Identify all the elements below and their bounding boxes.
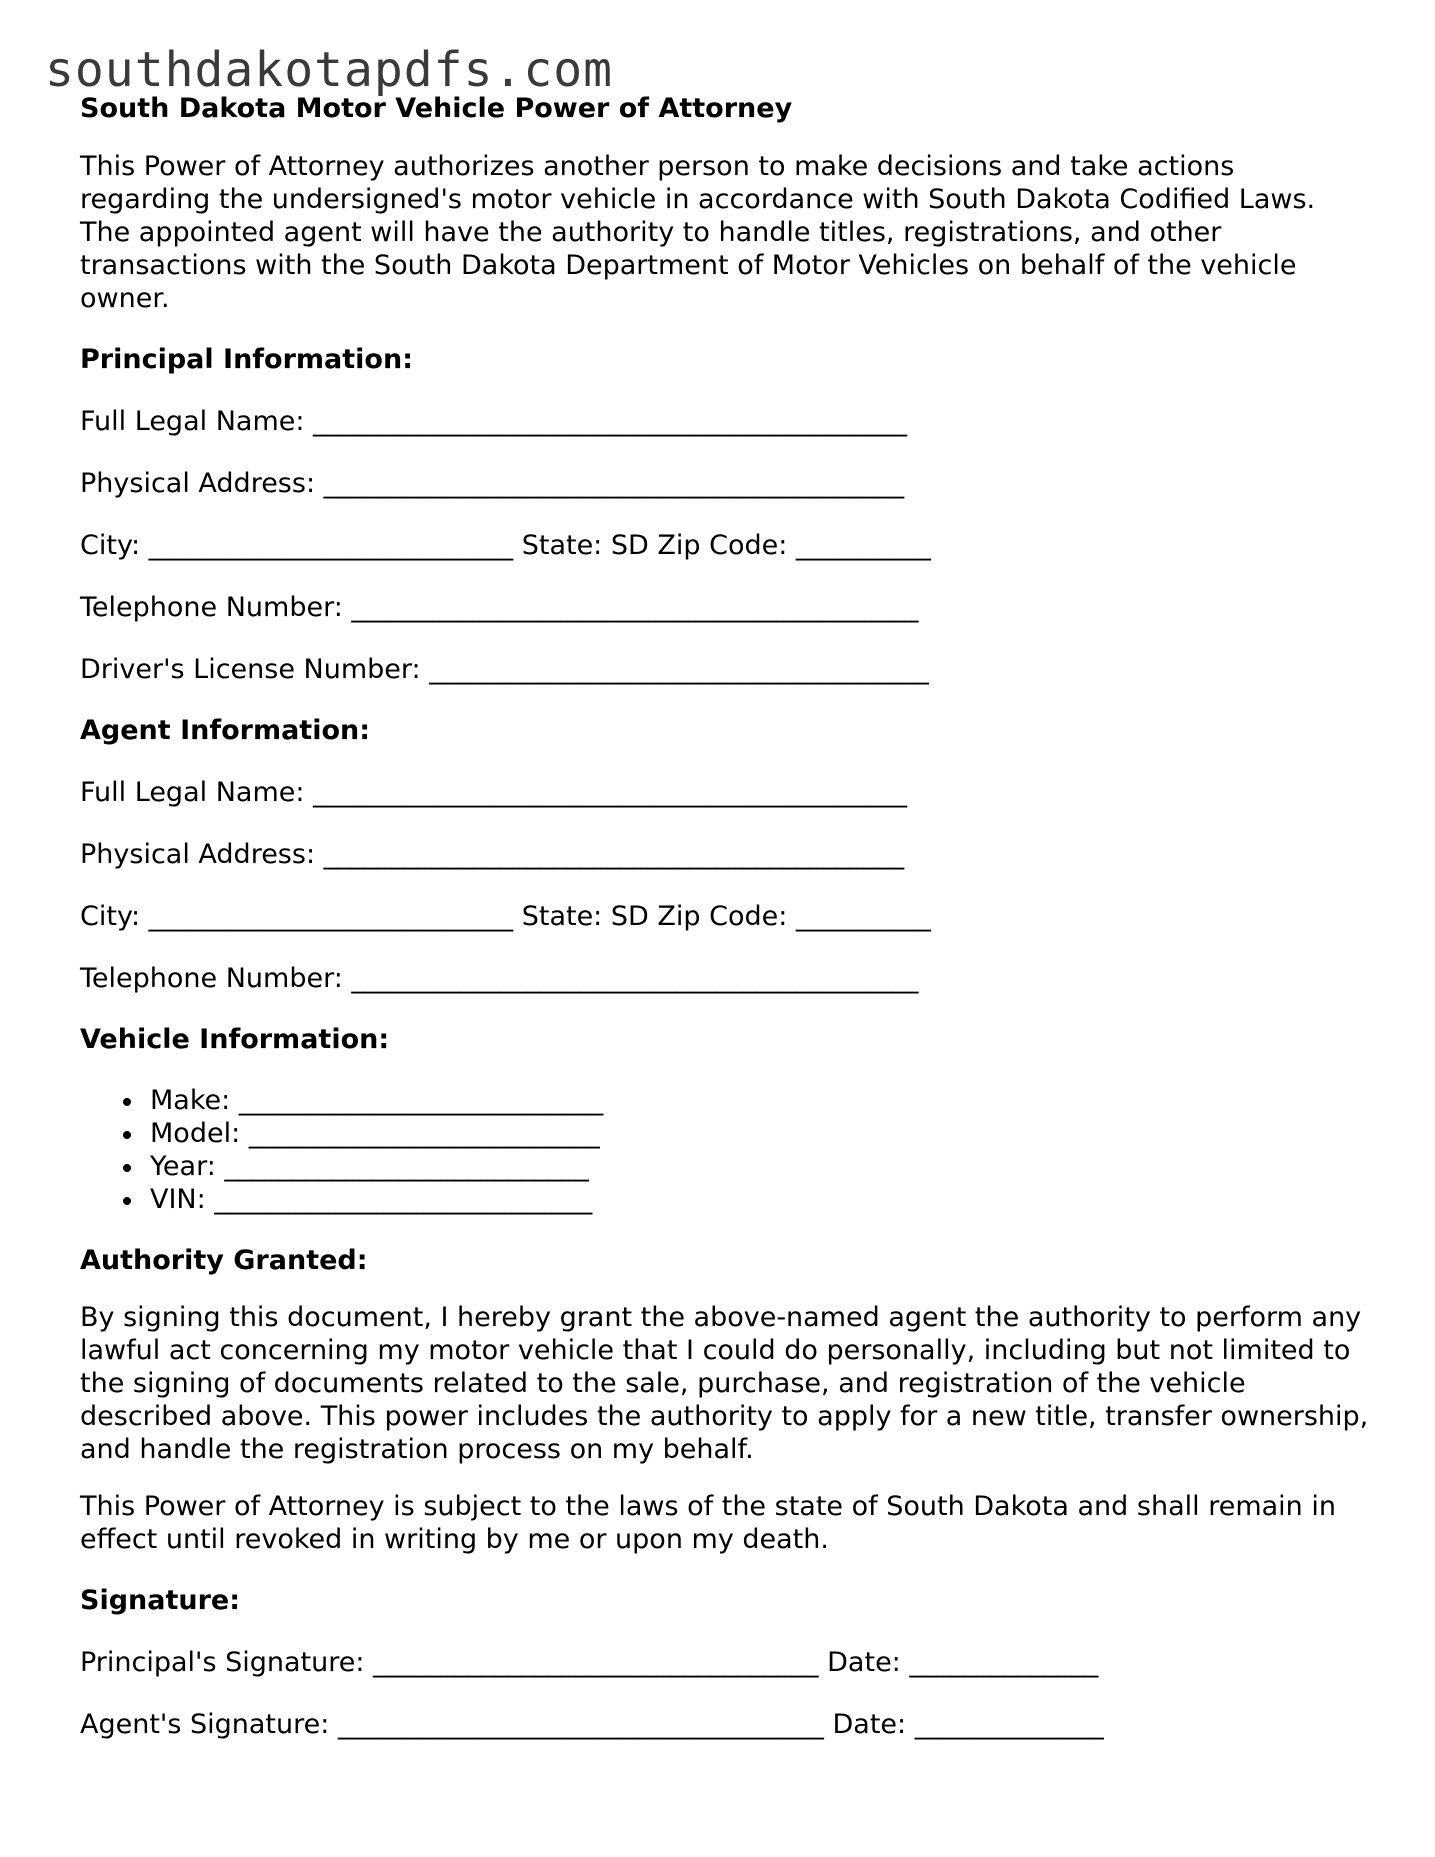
vehicle-heading: Vehicle Information: <box>80 1024 390 1055</box>
vehicle-vin-item: VIN: ____________________________ <box>150 1183 1370 1216</box>
intro-paragraph: This Power of Attorney authorizes another person to make decisions and take actions regarding the undersigned's motor vehicle in accordance with South Dakota Codified Laws. The appointed agent will have the authority to handle titles, registrations, and other transactions with the South Dakota Department of Motor Vehicles on behalf of the vehicle owner. <box>80 151 1316 314</box>
watermark: southdakotapdfs.com <box>45 42 614 98</box>
vehicle-model-item: Model: __________________________ <box>150 1117 1370 1150</box>
agent-city-field: City: ___________________________ State: SD Zip Code: __________ <box>80 901 931 932</box>
principal-signature-field: Principal's Signature: _________________________________ Date: ______________ <box>80 1647 1099 1678</box>
principal-phone-field: Telephone Number: __________________________________________ <box>80 592 919 623</box>
principal-address-field: Physical Address: ___________________________________________ <box>80 468 905 499</box>
principal-license-field: Driver's License Number: _____________________________________ <box>80 654 929 685</box>
agent-heading: Agent Information: <box>80 715 371 746</box>
document <box>80 92 1370 1741</box>
authority-heading: Authority Granted: <box>80 1245 368 1276</box>
agent-signature-field: Agent's Signature: ____________________________________ Date: ______________ <box>80 1709 1104 1740</box>
principal-city-field: City: ___________________________ State: SD Zip Code: __________ <box>80 530 931 561</box>
agent-full-name-field: Full Legal Name: ____________________________________________ <box>80 777 908 808</box>
governing-law-paragraph: This Power of Attorney is subject to the laws of the state of South Dakota and shall remain in effect until revoked in writing by me or upon my death. <box>80 1491 1336 1555</box>
authority-paragraph: By signing this document, I hereby grant the above-named agent the authority to perform any lawful act concerning my motor vehicle that I could do personally, including but not limited to the signing of documents related to the sale, purchase, and registration of the vehicle described above. This power includes the authority to apply for a new title, transfer ownership, and handle the registration process on my behalf. <box>80 1302 1369 1465</box>
vehicle-make-item: Make: ___________________________ <box>150 1084 1370 1117</box>
signature-heading: Signature: <box>80 1585 241 1616</box>
principal-full-name-field: Full Legal Name: ____________________________________________ <box>80 406 908 437</box>
agent-phone-field: Telephone Number: __________________________________________ <box>80 963 919 994</box>
vehicle-list <box>80 1084 1370 1216</box>
document-title: South Dakota Motor Vehicle Power of Attorney <box>80 93 793 124</box>
vehicle-year-item: Year: ___________________________ <box>150 1150 1370 1183</box>
principal-heading: Principal Information: <box>80 344 414 375</box>
agent-address-field: Physical Address: ___________________________________________ <box>80 839 905 870</box>
